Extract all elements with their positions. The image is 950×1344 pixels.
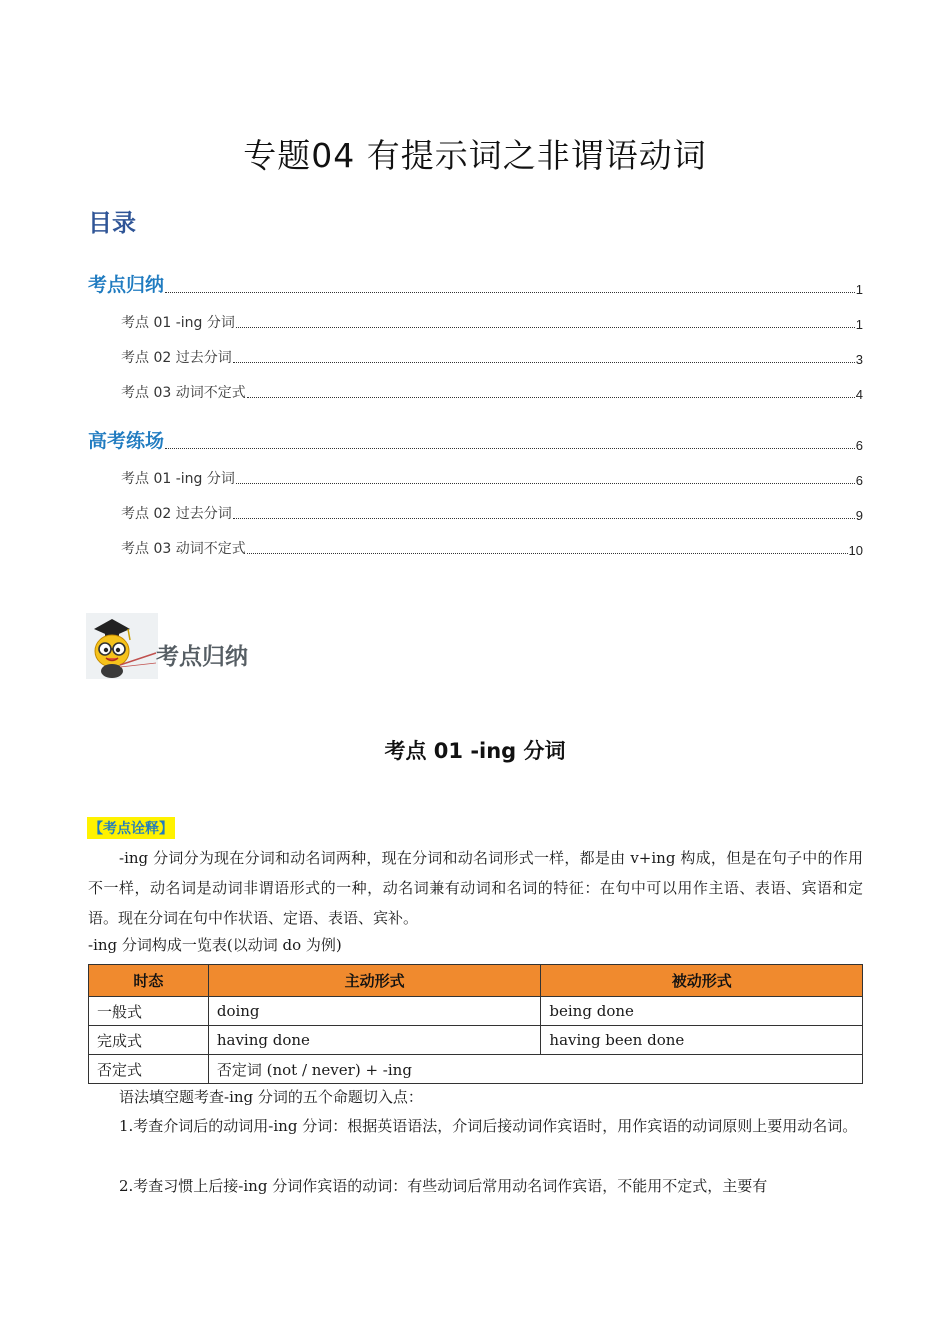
toc-page-number: 6 <box>855 438 863 453</box>
table-cell-tense: 否定式 <box>89 1055 209 1084</box>
toc-page-number: 4 <box>855 387 863 402</box>
toc-leader <box>165 447 855 449</box>
section-heading: 考点归纳 <box>156 644 248 670</box>
table-cell-tense: 完成式 <box>89 1026 209 1055</box>
scholar-mascot-icon <box>86 613 158 679</box>
toc-leader <box>236 482 855 484</box>
point-2-paragraph: 2.考查习惯上后接-ing 分词作宾语的动词：有些动词后常用动名词作宾语，不能用不定式，主要有 <box>119 1177 768 1195</box>
toc-entry-label: 考点 03 动词不定式 <box>121 541 246 557</box>
toc-entry-kaodian-guina[interactable] <box>88 271 863 297</box>
toc-entry-sub[interactable] <box>121 501 863 523</box>
toc-leader <box>165 291 855 293</box>
toc-entry-sub[interactable] <box>121 310 863 332</box>
kaodian-explain-tag: 【考点诠释】 <box>87 817 175 839</box>
table-cell-merged: 否定词 (not / never) + -ing <box>208 1055 862 1084</box>
toc-page-number: 3 <box>855 352 863 367</box>
toc-page-number: 9 <box>855 508 863 523</box>
toc-leader <box>247 396 855 398</box>
toc-page-number: 6 <box>855 473 863 488</box>
table-cell-active: having done <box>208 1026 541 1055</box>
toc-leader <box>233 517 855 519</box>
document-title: 专题04 有提示词之非谓语动词 <box>243 136 707 175</box>
toc-leader <box>236 326 855 328</box>
table-header-cell: 主动形式 <box>208 965 541 997</box>
toc-entry-label: 考点 01 -ing 分词 <box>121 315 235 331</box>
kaodian-title: 考点 01 -ing 分词 <box>384 739 566 763</box>
lead-paragraph: 语法填空题考查-ing 分词的五个命题切入点： <box>119 1088 423 1106</box>
toc-entry-label: 考点归纳 <box>88 274 165 296</box>
point-1-paragraph: 1.考查介词后的动词用-ing 分词：根据英语语法，介词后接动词作宾语时，用作宾语的动词原则上要用动名词。 <box>119 1117 858 1135</box>
table-row <box>89 997 863 1026</box>
table-cell-passive: having been done <box>541 1026 863 1055</box>
toc-page-number: 1 <box>855 282 863 297</box>
table-row <box>89 1055 863 1084</box>
toc-entry-label: 考点 03 动词不定式 <box>121 385 246 401</box>
ing-forms-table <box>88 964 863 1084</box>
toc-entry-sub[interactable] <box>121 380 863 402</box>
toc-entry-gaokao-lianchang[interactable] <box>88 427 863 453</box>
toc-entry-sub[interactable] <box>121 466 863 488</box>
table-header-cell: 被动形式 <box>541 965 863 997</box>
table-row <box>89 1026 863 1055</box>
toc-leader <box>233 361 855 363</box>
toc-page-number: 1 <box>855 317 863 332</box>
toc-entry-sub[interactable] <box>121 536 863 558</box>
table-header-row <box>89 965 863 997</box>
table-cell-tense: 一般式 <box>89 997 209 1026</box>
toc-page-number: 10 <box>848 543 863 558</box>
toc-entry-label: 考点 02 过去分词 <box>121 506 232 522</box>
toc-entry-sub[interactable] <box>121 345 863 367</box>
table-caption: -ing 分词构成一览表(以动词 do 为例) <box>88 936 342 954</box>
table-header-cell: 时态 <box>89 965 209 997</box>
toc-entry-label: 考点 01 -ing 分词 <box>121 471 235 487</box>
table-cell-passive: being done <box>541 997 863 1026</box>
toc-entry-label: 高考练场 <box>88 430 165 452</box>
intro-paragraph: -ing 分词分为现在分词和动名词两种，现在分词和动名词形式一样，都是由 v+ing 构成，但是在句子中的作用不一样，动名词是动词非谓语形式的一种，动名词兼有动词和名词的特征：在句中可以用作主语、表语、宾语和定语。现在分词在句中作状语、定语、表语、宾补。 <box>88 849 863 927</box>
toc-heading: 目录 <box>88 209 136 237</box>
table-cell-active: doing <box>208 997 541 1026</box>
toc-leader <box>247 552 848 554</box>
toc-entry-label: 考点 02 过去分词 <box>121 350 232 366</box>
